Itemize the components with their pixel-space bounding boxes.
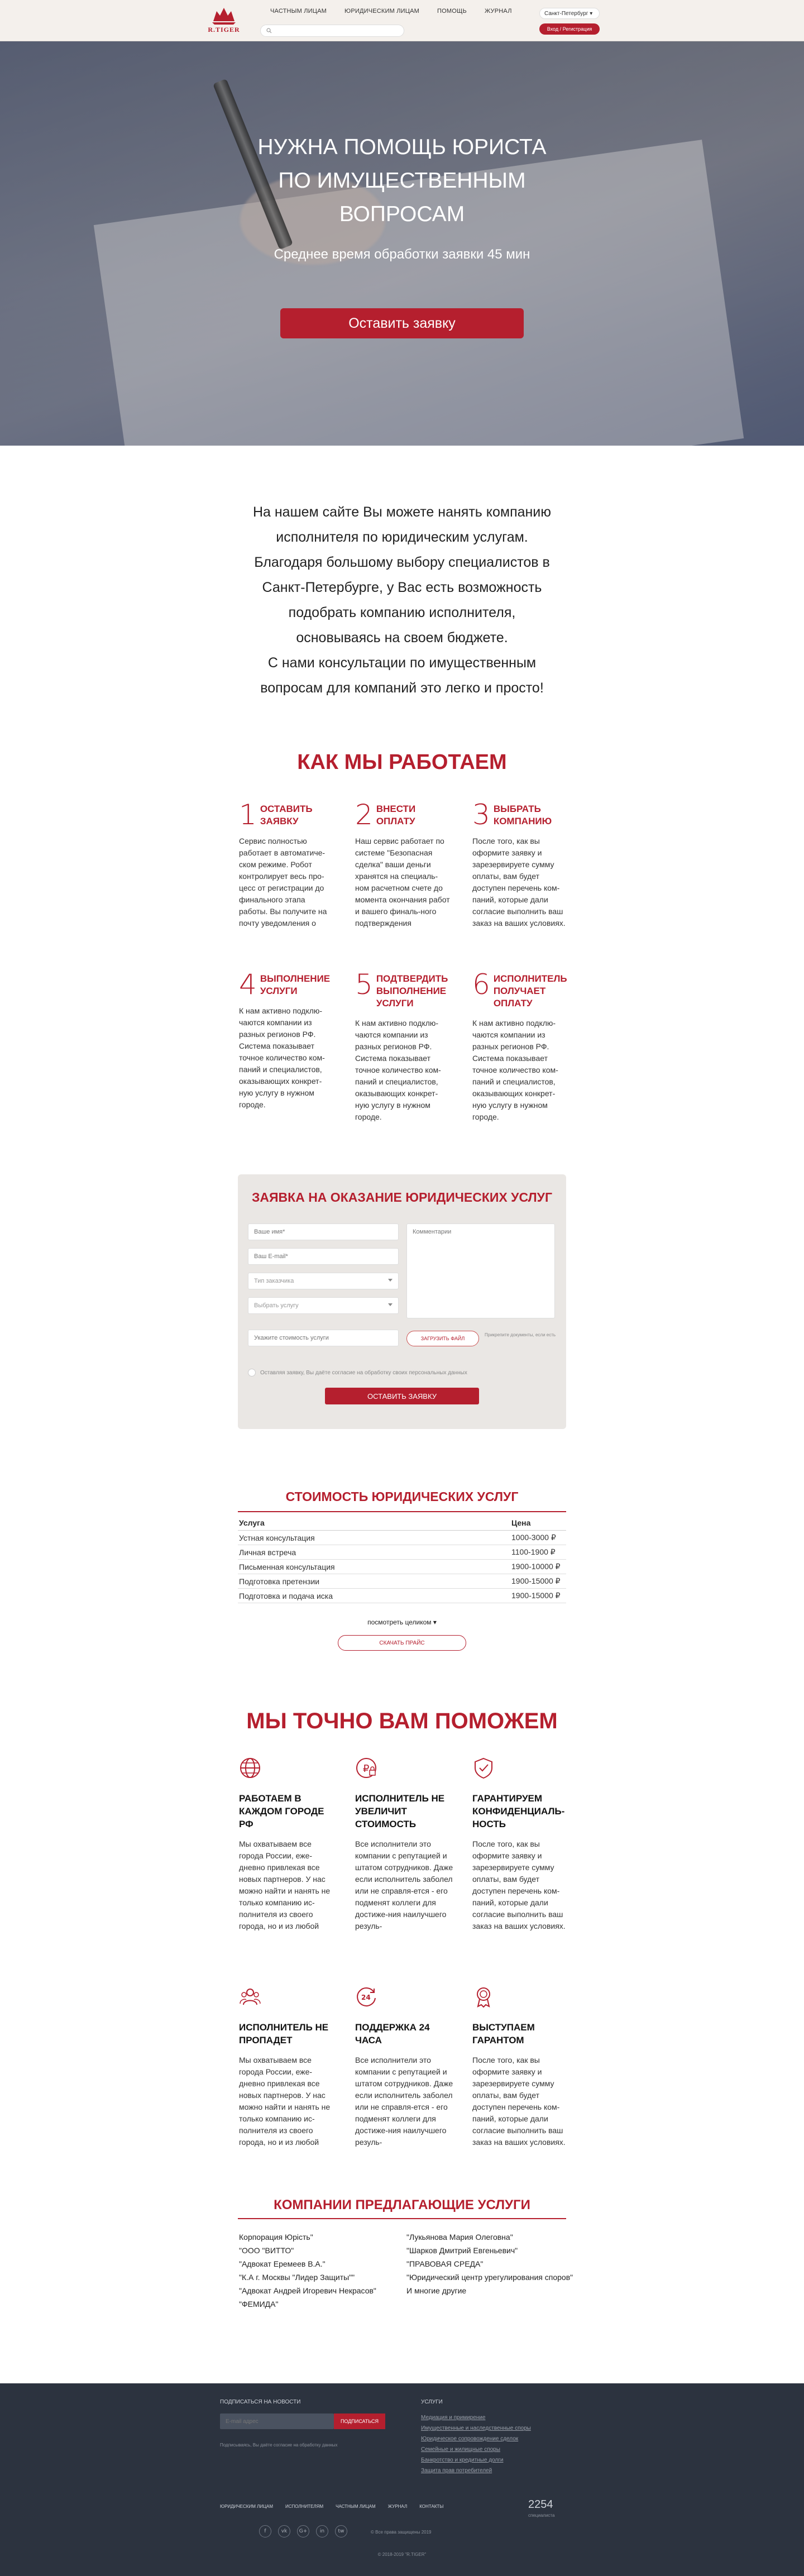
prices-title: СТОИМОСТЬ ЮРИДИЧЕСКИХ УСЛУГ	[285, 1489, 519, 1504]
benefit-label: ИСПОЛНИТЕЛЬ НЕ УВЕЛИЧИТ СТОИМОСТЬ	[355, 1793, 445, 1829]
table-row	[238, 1589, 566, 1603]
main-nav	[261, 8, 521, 15]
benefit-text: Все исполнители это компании с репутацией и штатом сотрудников. Даже если исполнитель заболел или не справля-ется - его подменят коллеги для достиже-ния наилучшего резуль-	[355, 1839, 453, 1930]
step-5	[355, 968, 450, 1123]
intro-line: исполнителя по юридическим услугам.	[276, 529, 528, 545]
hero-title-line: НУЖНА ПОМОЩЬ ЮРИСТА	[257, 135, 547, 159]
step-text: Сервис полностью работает в автоматиче-ском режиме. Робот контролирует весь про-цесс от регистрации до финального этапа работы. Вы получите на почту уведомления о	[239, 837, 327, 928]
service-link[interactable]: Защита прав потребителей	[421, 2468, 492, 2474]
step-1	[239, 799, 334, 929]
service-placeholder: Выбрать услугу	[254, 1302, 299, 1309]
intro-line: вопросам для компаний это легко и просто!	[260, 680, 544, 696]
site-footer	[0, 2383, 804, 2576]
benefit-1	[239, 1757, 337, 1932]
benefit-label: ВЫСТУПАЕМ ГАРАНТОМ	[472, 2022, 535, 2045]
company-link[interactable]: "Адвокат Еремеев В.А."	[239, 2259, 326, 2268]
benefit-label: ГАРАНТИРУЕМ КОНФИДЕНЦИАЛЬ-НОСТЬ	[472, 1793, 565, 1829]
step-number: 3	[472, 799, 490, 831]
specialists-counter-note: специалиста	[528, 2513, 555, 2518]
price-cell: 1900-15000 ₽	[510, 1574, 566, 1589]
form-title: ЗАЯВКА НА ОКАЗАНИЕ ЮРИДИЧЕСКИХ УСЛУГ	[252, 1190, 552, 1205]
search-input[interactable]	[275, 28, 398, 34]
download-price-button[interactable]: СКАЧАТЬ ПРАЙС	[338, 1635, 466, 1651]
step-label: ВЫБРАТЬ КОМПАНИЮ	[493, 804, 552, 826]
more-companies-text: И многие другие	[406, 2286, 467, 2295]
benefit-4	[239, 1986, 337, 2148]
svg-text:₽: ₽	[363, 1763, 370, 1775]
hero	[0, 41, 804, 446]
linkedin-icon[interactable]: in	[316, 2525, 328, 2537]
footer-nav-executors[interactable]: ИСПОЛНИТЕЛЯМ	[285, 2504, 324, 2509]
step-number: 2	[355, 799, 373, 831]
companies-divider	[238, 2218, 566, 2219]
company-link[interactable]: "Юридический центр урегулирования споров"	[406, 2273, 573, 2282]
service-select[interactable]	[248, 1297, 399, 1314]
companies-title: КОМПАНИИ ПРЕДЛАГАЮЩИЕ УСЛУГИ	[274, 2197, 530, 2212]
step-label: ИСПОЛНИТЕЛЬ ПОЛУЧАЕТ ОПЛАТУ	[493, 973, 567, 1009]
intro-line: Благодаря большому выбору специалистов в	[254, 555, 550, 570]
service-cell: Устная консультация	[238, 1531, 510, 1545]
footer-nav-private[interactable]: ЧАСТНЫМ ЛИЦАМ	[336, 2504, 376, 2509]
price-field[interactable]	[248, 1330, 399, 1346]
consent-text: Оставляя заявку, Вы даёте согласие на обработку своих персональных данных	[260, 1369, 467, 1376]
intro-line: Санкт-Петербурге, у Вас есть возможность	[262, 580, 542, 595]
table-header-row	[238, 1516, 566, 1531]
benefit-label: РАБОТАЕМ В КАЖДОМ ГОРОДЕ РФ	[239, 1793, 324, 1829]
site-header	[0, 0, 804, 41]
step-number: 1	[239, 799, 257, 831]
service-link[interactable]: Семейные и жилищные споры	[421, 2446, 500, 2453]
hero-subtitle: Среднее время обработки заявки 45 мин	[274, 247, 530, 262]
benefit-text: Мы охватываем все города России, еже-дневно привлекая все новых партнеров. У нас можно найти и нанять не только компанию ис-полнителя из своего города, но и из любой	[239, 2056, 331, 2147]
table-row	[238, 1574, 566, 1589]
step-6	[472, 968, 567, 1123]
logo-text: R.TIGER	[208, 26, 240, 34]
social-links	[259, 2525, 347, 2537]
table-row	[238, 1545, 566, 1560]
consent-row	[248, 1369, 467, 1377]
step-label: ПОДТВЕРДИТЬ ВЫПОЛНЕНИЕ УСЛУГИ	[376, 973, 448, 1009]
step-label: ВЫПОЛНЕНИЕ УСЛУГИ	[260, 973, 331, 996]
company-link[interactable]: "Шарков Дмитрий Евгеньевич"	[406, 2246, 518, 2255]
logo[interactable]	[204, 6, 243, 37]
chevron-down-icon	[388, 1303, 393, 1306]
company-link[interactable]: "ПРАВОВАЯ СРЕДА"	[406, 2259, 484, 2268]
price-cell: 1100-1900 ₽	[510, 1545, 566, 1560]
nav-help[interactable]: ПОМОЩЬ	[437, 8, 467, 15]
service-link[interactable]: Банкротство и кредитные долги	[421, 2457, 504, 2463]
benefit-label: ПОДДЕРЖКА 24 ЧАСА	[355, 2022, 430, 2045]
intro-line: подобрать компанию исполнителя,	[288, 605, 516, 620]
table-row	[238, 1560, 566, 1574]
companies-col-2	[406, 2230, 573, 2297]
step-number: 5	[355, 968, 373, 1001]
prices-divider	[238, 1511, 566, 1512]
table-row	[238, 1531, 566, 1545]
step-text: Наш сервис работает по системе "Безопасная сделка" ваши деньги хранятся на специаль-ном расчетном счете до момента окончания работ и вашего финаль-ного подтверждения	[355, 837, 450, 928]
benefit-text: После того, как вы оформите заявку и зарезервируете сумму оплаты, вам будет доступен перечень ком-паний, которые дали согласие выполнить ваш заказ на ваших условиях.	[472, 1839, 566, 1930]
rights-text: © Все права защищены 2019	[371, 2530, 432, 2535]
service-cell: Письменная консультация	[238, 1560, 510, 1574]
hero-title-line: ПО ИМУЩЕСТВЕННЫМ	[278, 169, 526, 193]
people-icon	[239, 1986, 261, 2008]
benefit-text: Мы охватываем все города России, еже-дневно привлекая все новых партнеров. У нас можно найти и нанять не только компанию ис-полнителя из своего города, но и из любой	[239, 1839, 331, 1930]
search-bar	[260, 25, 404, 37]
subscribe-email-input[interactable]	[220, 2413, 334, 2429]
step-4	[239, 968, 334, 1111]
footer-nav-legal[interactable]: ЮРИДИЧЕСКИМ ЛИЦАМ	[220, 2504, 273, 2509]
service-link[interactable]: Медиация и примирение	[421, 2415, 486, 2421]
how-title: КАК МЫ РАБОТАЕМ	[297, 751, 507, 774]
step-text: После того, как вы оформите заявку и зарезервируете сумму оплаты, вам будет доступен перечень ком-паний, которые дали согласие выполнить ваш заказ на ваших условиях.	[472, 837, 566, 928]
company-link[interactable]: Корпорация Юрість"	[239, 2233, 313, 2242]
vk-icon[interactable]: vk	[278, 2525, 290, 2537]
search-icon	[266, 28, 272, 34]
nav-private[interactable]: ЧАСТНЫМ ЛИЦАМ	[270, 8, 327, 15]
benefits-title: МЫ ТОЧНО ВАМ ПОМОЖЕМ	[246, 1709, 558, 1733]
step-label: ОСТАВИТЬ ЗАЯВКУ	[260, 804, 313, 826]
copyright: © 2018-2019 "R.TIGER"	[377, 2552, 427, 2557]
price-lock-icon	[355, 1757, 377, 1779]
step-text: К нам активно подклю-чаются компании из разных регионов РФ. Система показывает точное количество ком-паний и специалистов, оказывающих конкрет-ную услугу в нужном городе.	[355, 1019, 441, 1121]
col-service: Услуга	[238, 1516, 510, 1531]
hero-title	[207, 131, 597, 231]
company-link[interactable]: "Адвокат Андрей Игоревич Некрасов"	[239, 2286, 376, 2295]
step-2	[355, 799, 450, 929]
service-cell: Личная встреча	[238, 1545, 510, 1560]
chevron-down-icon: ▾	[590, 11, 593, 17]
footer-nav-contacts[interactable]: КОНТАКТЫ	[419, 2504, 444, 2509]
step-number: 6	[472, 968, 490, 1001]
hero-title-line: ВОПРОСАМ	[339, 202, 465, 226]
subscribe-note: Подписываясь, Вы даёте согласие на обработку данных	[220, 2443, 338, 2448]
benefit-6	[472, 1986, 571, 2148]
price-table	[238, 1516, 566, 1603]
google-plus-icon[interactable]: G+	[297, 2525, 309, 2537]
service-cell: Подготовка претензии	[238, 1574, 510, 1589]
company-link[interactable]: "ФЕМИДА"	[239, 2300, 279, 2309]
facebook-icon[interactable]: f	[259, 2525, 271, 2537]
companies-col-1	[239, 2230, 376, 2311]
nav-journal[interactable]: ЖУРНАЛ	[484, 8, 512, 15]
price-cell: 1000-3000 ₽	[510, 1531, 566, 1545]
service-link[interactable]: Имущественные и наследственные споры	[421, 2425, 531, 2431]
show-all-link[interactable]: посмотреть целиком ▾	[367, 1618, 437, 1626]
price-cell: 1900-15000 ₽	[510, 1589, 566, 1603]
request-form	[238, 1174, 566, 1429]
globe-icon	[239, 1757, 261, 1779]
medal-icon	[472, 1986, 495, 2008]
company-link[interactable]: "К.А г. Москвы "Лидер Защиты""	[239, 2273, 355, 2282]
customer-type-placeholder: Тип заказчика	[254, 1278, 294, 1284]
services-label: УСЛУГИ	[421, 2399, 443, 2405]
step-label: ВНЕСТИ ОПЛАТУ	[376, 804, 416, 826]
nav-legal[interactable]: ЮРИДИЧЕСКИМ ЛИЦАМ	[344, 8, 420, 15]
step-number: 4	[239, 968, 257, 1001]
benefit-label: ИСПОЛНИТЕЛЬ НЕ ПРОПАДЕТ	[239, 2022, 329, 2045]
benefit-text: Все исполнители это компании с репутацией и штатом сотрудников. Даже если исполнитель заболел или не справля-ется - его подменят коллеги для достиже-ния наилучшего резуль-	[355, 2056, 453, 2147]
attach-file-button[interactable]: ЗАГРУЗИТЬ ФАЙЛ	[406, 1331, 479, 1346]
intro-line: основываясь на своем бюджете.	[296, 630, 508, 646]
hero-request-button[interactable]: Оставить заявку	[280, 308, 524, 338]
specialists-counter: 2254	[528, 2498, 553, 2511]
city-select[interactable]	[539, 8, 600, 19]
services-list	[421, 2412, 531, 2476]
company-link[interactable]: "Лукьянова Мария Олеговна"	[406, 2233, 513, 2242]
step-text: К нам активно подклю-чаются компании из разных регионов РФ. Система показывает точное количество ком-паний и специалистов, оказывающих конкрет-ную услугу в нужном городе.	[472, 1019, 558, 1121]
company-link[interactable]: "ООО "ВИТТО"	[239, 2246, 294, 2255]
service-link[interactable]: Юридическое сопровождение сделок	[421, 2436, 519, 2442]
footer-nav	[220, 2504, 443, 2509]
subscribe-label: ПОДПИСАТЬСЯ НА НОВОСТИ	[220, 2399, 301, 2405]
price-cell: 1900-10000 ₽	[510, 1560, 566, 1574]
intro-text	[212, 500, 592, 701]
subscribe-button[interactable]: ПОДПИСАТЬСЯ	[334, 2413, 385, 2429]
twitter-icon[interactable]: tw	[335, 2525, 347, 2537]
attach-note: Прикрепите документы, если есть	[485, 1332, 556, 1337]
customer-type-select[interactable]	[248, 1273, 399, 1289]
chevron-down-icon	[388, 1279, 393, 1282]
benefit-2	[355, 1757, 453, 1932]
shield-check-icon	[472, 1757, 495, 1779]
clock-24-badge: 24	[361, 1994, 371, 2001]
clock-24-icon	[355, 1986, 377, 2008]
login-button[interactable]: Вход / Регистрация	[539, 23, 600, 35]
name-field[interactable]	[248, 1224, 399, 1240]
col-price: Цена	[510, 1516, 566, 1531]
comment-field[interactable]	[406, 1224, 555, 1318]
email-field[interactable]	[248, 1248, 399, 1265]
submit-request-button[interactable]: ОСТАВИТЬ ЗАЯВКУ	[325, 1388, 479, 1404]
service-cell: Подготовка и подача иска	[238, 1589, 510, 1603]
intro-line: С нами консультации по имущественным	[267, 655, 537, 671]
benefit-3	[472, 1757, 571, 1932]
consent-checkbox[interactable]	[248, 1369, 256, 1377]
intro-line: На нашем сайте Вы можете нанять компанию	[252, 504, 552, 520]
benefit-text: После того, как вы оформите заявку и зарезервируете сумму оплаты, вам будет доступен перечень ком-паний, которые дали согласие выполнить ваш заказ на ваших условиях.	[472, 2056, 566, 2147]
city-label: Санкт-Петербург	[544, 11, 588, 17]
benefit-5	[355, 1986, 453, 2148]
tiger-logo-icon	[211, 6, 237, 25]
step-3	[472, 799, 567, 929]
footer-nav-journal[interactable]: ЖУРНАЛ	[387, 2504, 408, 2509]
step-text: К нам активно подклю-чаются компании из разных регионов РФ. Система показывает точное количество ком-паний и специалистов, оказывающих конкрет-ную услугу в нужном городе.	[239, 1006, 325, 1109]
